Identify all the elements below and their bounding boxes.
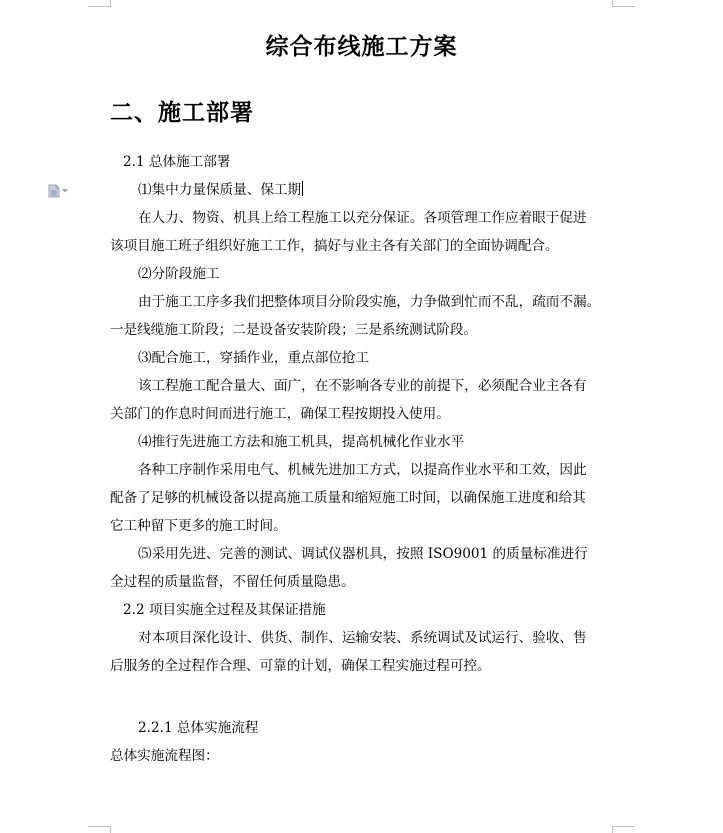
body-text-line: 总体实施流程图： [110, 748, 219, 764]
body-text-line: 该项目施工班子组织好施工工作，搞好与业主各有关部门的全面协调配合。 [110, 238, 559, 254]
body-text-line: 后服务的全过程作合理、可靠的计划，确保工程实施过程可控。 [110, 658, 491, 674]
crop-mark-top-right [612, 0, 635, 7]
body-text-line: 配备了足够的机械设备以提高施工质量和缩短施工时间，以确保施工进度和给其 [110, 490, 586, 506]
body-text-line: 全过程的质量监督，不留任何质量隐患。 [110, 574, 355, 590]
document-title: 综合布线施工方案 [265, 33, 458, 60]
list-item-heading: ⑶配合施工，穿插作业，重点部位抢工 [138, 350, 370, 366]
document-icon [48, 184, 60, 198]
body-text-line: 该工程施工配合量大、面广，在不影响各专业的前提下，必须配合业主各有 [138, 378, 587, 394]
body-text-line: 关部门的作息时间而进行施工，确保工程按期投入使用。 [110, 406, 450, 422]
crop-mark-top-left [88, 0, 111, 7]
list-item-heading: ⑵分阶段施工 [138, 266, 220, 282]
body-text-line: 在人力、物资、机具上给工程施工以充分保证。各项管理工作应着眼于促进 [138, 210, 587, 226]
section-heading: 二、施工部署 [110, 99, 254, 126]
list-item-heading: ⑸采用先进、完善的测试、调试仪器机具，按照 ISO9001 的质量标准进行 [138, 546, 588, 562]
body-text-line: 一是线缆施工阶段；二是设备安装阶段；三是系统测试阶段。 [110, 322, 478, 338]
subsubsection-heading: 2.2.1 总体实施流程 [138, 720, 259, 736]
subsection-heading: 2.2 项目实施全过程及其保证措施 [123, 602, 326, 618]
body-text-line: 各种工序制作采用电气、机械先进加工方式，以提高作业水平和工效，因此 [138, 462, 587, 478]
list-item-heading[interactable]: ⑴集中力量保质量、保工期 [138, 182, 302, 198]
paragraph-options-button[interactable] [48, 184, 68, 198]
body-text-line: 它工种留下更多的施工时间。 [110, 518, 287, 534]
list-item-heading: ⑷推行先进施工方法和施工机具，提高机械化作业水平 [138, 434, 465, 450]
body-text-line: 由于施工工序多我们把整体项目分阶段实施，力争做到忙而不乱，疏而不漏。 [138, 294, 601, 310]
text-cursor [302, 181, 303, 196]
chevron-down-icon [62, 189, 68, 193]
body-text-line: 对本项目深化设计、供货、制作、运输安装、系统调试及试运行、验收、售 [138, 630, 587, 646]
subsection-heading: 2.1 总体施工部署 [123, 154, 231, 170]
